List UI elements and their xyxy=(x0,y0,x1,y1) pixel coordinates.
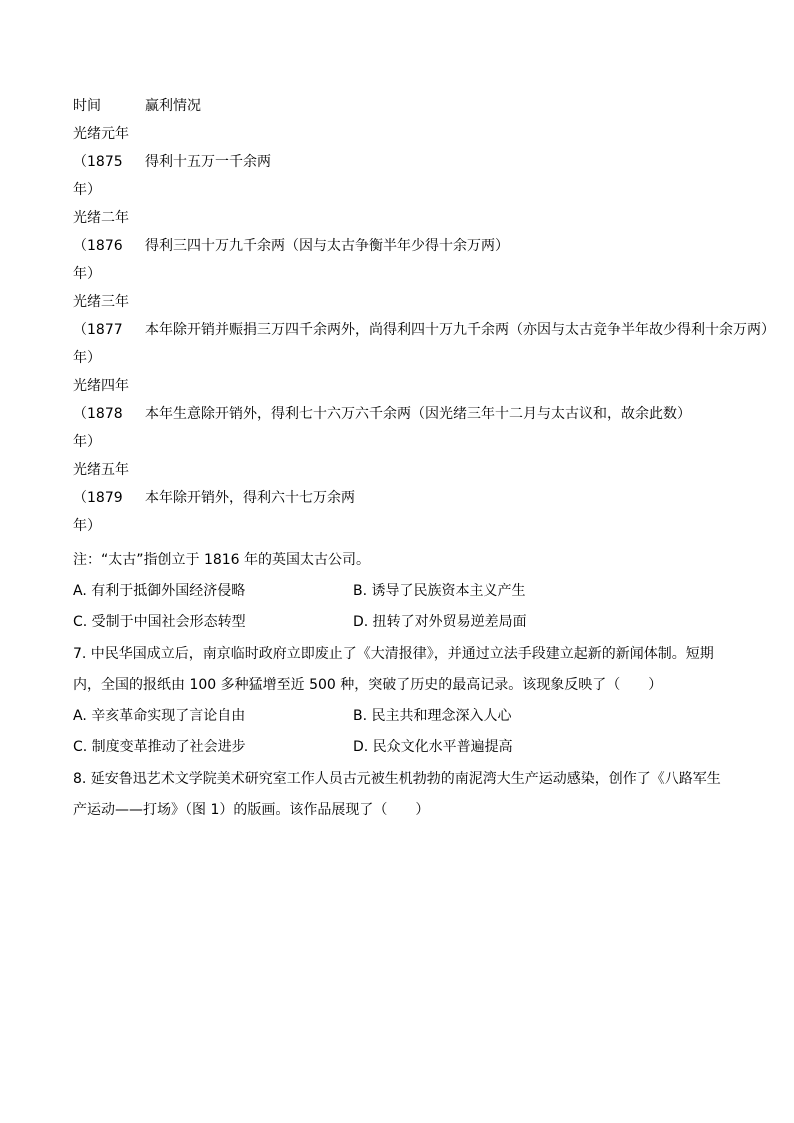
row-1-profit: 得利十五万一千余两 xyxy=(145,154,271,170)
q7-option-a: A. 辛亥革命实现了言论自由 xyxy=(73,708,246,724)
q6-option-a: A. 有利于抵御外国经济侵略 xyxy=(73,583,246,599)
row-4-time-line1: 光绪四年 xyxy=(73,378,129,394)
q6-option-d: D. 扭转了对外贸易逆差局面 xyxy=(353,614,527,630)
q7-stem-line2: 内，全国的报纸由 100 多种猛增至近 500 种，突破了历史的最高记录。该现象反映了（ ） xyxy=(73,677,663,693)
row-4-profit: 本年生意除开销外，得利七十六万六千余两（因光绪三年十二月与太古议和，故余此数） xyxy=(145,406,691,422)
row-5-time-line1: 光绪五年 xyxy=(73,462,129,478)
table-note: 注：“太古”指创立于 1816 年的英国太古公司。 xyxy=(73,552,371,568)
q6-option-c: C. 受制于中国社会形态转型 xyxy=(73,614,246,630)
table-header-profit: 赢利情况 xyxy=(145,98,201,114)
q7-option-d: D. 民众文化水平普遍提高 xyxy=(353,739,513,755)
row-2-profit: 得利三四十万九千余两（因与太古争衡半年少得十余万两） xyxy=(145,238,509,254)
q7-option-c: C. 制度变革推动了社会进步 xyxy=(73,739,246,755)
q7-stem-line1: 7. 中民华国成立后，南京临时政府立即废止了《大清报律》，并通过立法手段建立起新的新闻体制。短期 xyxy=(73,646,714,662)
row-1-time-line3: 年） xyxy=(73,182,101,198)
row-2-time-line2: （1876 xyxy=(73,238,123,254)
row-5-time-line3: 年） xyxy=(73,518,101,534)
row-5-time-line2: （1879 xyxy=(73,490,123,506)
row-3-time-line3: 年） xyxy=(73,350,101,366)
row-4-time-line3: 年） xyxy=(73,434,101,450)
q6-option-b: B. 诱导了民族资本主义产生 xyxy=(353,583,526,599)
row-1-time-line2: （1875 xyxy=(73,154,123,170)
row-2-time-line3: 年） xyxy=(73,266,101,282)
row-1-time-line1: 光绪元年 xyxy=(73,126,129,142)
row-4-time-line2: （1878 xyxy=(73,406,123,422)
table-header-time: 时间 xyxy=(73,98,101,114)
row-5-profit: 本年除开销外，得利六十七万余两 xyxy=(145,490,355,506)
q8-stem-line1: 8. 延安鲁迅艺术文学院美术研究室工作人员古元被生机勃勃的南泥湾大生产运动感染，创作了《八路军生 xyxy=(73,771,721,787)
row-3-profit: 本年除开销并赈捐三万四千余两外，尚得利四十万九千余两（亦因与太古竞争半年故少得利十余万两） xyxy=(145,322,775,338)
row-3-time-line1: 光绪三年 xyxy=(73,294,129,310)
q8-stem-line2: 产运动——打场》（图 1）的版画。该作品展现了（ ） xyxy=(73,802,430,818)
q7-option-b: B. 民主共和理念深入人心 xyxy=(353,708,512,724)
row-3-time-line2: （1877 xyxy=(73,322,123,338)
row-2-time-line1: 光绪二年 xyxy=(73,210,129,226)
